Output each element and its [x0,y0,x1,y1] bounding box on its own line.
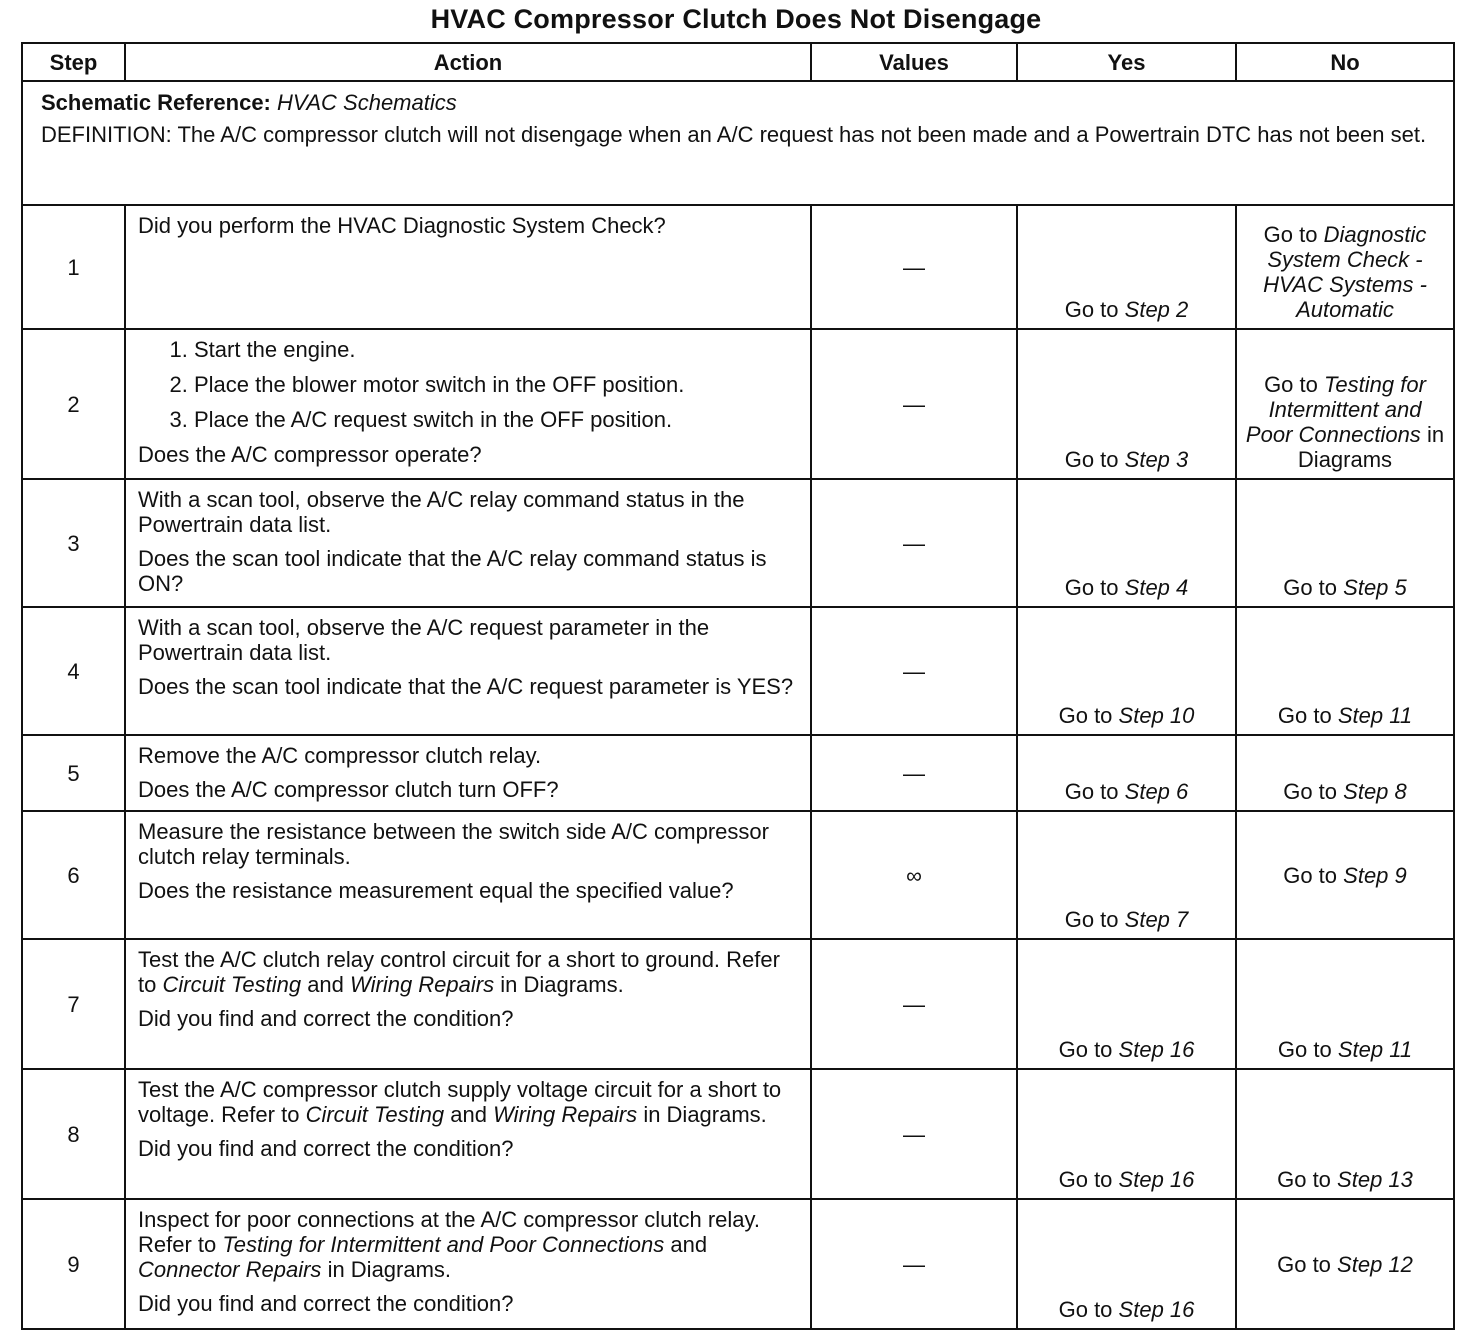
table-row [22,939,1454,1069]
goto-text: Go to [1277,703,1332,728]
no-cell [1236,811,1454,939]
yes-cell [1017,205,1236,329]
value-cell: — [811,479,1017,607]
header-yes: Yes [1017,43,1236,81]
list-item: 1. Start the engine. [194,337,800,362]
yes-cell [1017,735,1236,811]
table-row [22,329,1454,479]
action-lead: Test the A/C compressor clutch supply voltage circuit for a short to voltage. Refer to [138,1077,782,1127]
step-number: 1 [22,205,125,329]
goto-text: Go to [1064,297,1119,322]
no-cell [1236,1069,1454,1199]
goto-text: Go to [1283,779,1338,804]
action-tail: in Diagrams. [327,1257,452,1282]
yes-link[interactable]: Step 16 [1118,1297,1195,1322]
yes-link[interactable]: Step 2 [1124,297,1189,322]
action-cell [125,735,811,811]
yes-link[interactable]: Step 6 [1124,779,1189,804]
and-text: and [670,1232,708,1257]
value-cell: — [811,329,1017,479]
step-number: 7 [22,939,125,1069]
action-text: With a scan tool, observe the A/C request parameter in the Powertrain data list. [138,615,710,665]
page-title: HVAC Compressor Clutch Does Not Disengage [430,4,1042,34]
step-number: 6 [22,811,125,939]
step-number: 3 [22,479,125,607]
goto-text: Go to [1263,222,1318,247]
ref-link[interactable]: Testing for Intermittent and Poor Connections [222,1232,665,1257]
step-number: 2 [22,329,125,479]
yes-link[interactable]: Step 3 [1124,447,1189,472]
action-text [138,1077,800,1127]
no-link[interactable]: Step 8 [1343,779,1407,804]
header-row [22,43,1454,81]
intro-row [22,81,1454,205]
value-cell: ∞ [811,811,1017,939]
action-cell [125,205,811,329]
table-row [22,1199,1454,1329]
ref-link[interactable]: Wiring Repairs [493,1102,638,1127]
action-text: Measure the resistance between the switch side A/C compressor clutch relay terminals. [138,819,769,869]
action-text [138,1207,800,1282]
no-link[interactable]: Step 9 [1343,862,1407,888]
table-row [22,735,1454,811]
goto-text: Go to [1277,1167,1331,1192]
list-item: 2. Place the blower motor switch in the OFF position. [194,372,800,397]
no-cell [1236,329,1454,479]
action-lead: Test the A/C clutch relay control circuit for a short to ground. Refer to [138,947,780,997]
schematic-label: Schematic Reference: [41,90,271,115]
value-cell: — [811,205,1017,329]
action-question: Does the A/C compressor operate? [138,442,482,467]
no-link[interactable]: Diagnostic System Check - HVAC Systems - Automatic [1263,222,1427,322]
no-cell [1236,607,1454,735]
yes-link[interactable]: Step 4 [1124,575,1189,600]
action-lead: Inspect for poor connections at the A/C compressor clutch relay. Refer to [138,1207,761,1257]
goto-text: Go to [1283,862,1338,888]
action-question: Does the scan tool indicate that the A/C relay command status is ON? [138,546,767,596]
header-values: Values [811,43,1017,81]
in-text: in [1426,422,1445,447]
diagnostic-table [21,42,1455,1330]
no-cell [1236,479,1454,607]
table-row [22,1069,1454,1199]
action-text: Did you perform the HVAC Diagnostic System Check? [138,213,666,238]
yes-cell [1017,479,1236,607]
action-cell [125,939,811,1069]
yes-link[interactable]: Step 16 [1118,1167,1195,1192]
no-cell [1236,1199,1454,1329]
action-question: Did you find and correct the condition? [138,1136,514,1161]
yes-link[interactable]: Step 7 [1124,907,1189,932]
and-text: and [450,1102,487,1127]
action-question: Does the resistance measurement equal the specified value? [138,878,734,903]
action-question: Does the scan tool indicate that the A/C request parameter is YES? [138,674,794,699]
goto-text: Go to [1064,779,1119,804]
schematic-ref-link[interactable]: HVAC Schematics [277,90,457,115]
goto-text: Go to [1058,1297,1113,1322]
goto-text: Go to [1277,1251,1331,1277]
goto-text: Go to [1058,703,1113,728]
value-cell: — [811,1069,1017,1199]
table-row [22,811,1454,939]
action-question: Does the A/C compressor clutch turn OFF? [138,777,559,802]
no-link[interactable]: Testing for Intermittent and Poor Connections [1245,372,1426,447]
goto-text: Go to [1277,1037,1332,1062]
table-row [22,205,1454,329]
no-link[interactable]: Step 13 [1337,1167,1413,1192]
action-cell [125,607,811,735]
goto-text: Go to [1064,907,1119,932]
action-question: Did you find and correct the condition? [138,1006,514,1031]
action-list [138,337,800,432]
action-cell [125,811,811,939]
action-cell [125,1199,811,1329]
yes-cell [1017,329,1236,479]
action-cell [125,329,811,479]
action-text: Remove the A/C compressor clutch relay. [138,743,542,768]
goto-text: Go to [1264,372,1318,397]
no-link[interactable]: Step 5 [1343,575,1407,600]
value-cell: — [811,735,1017,811]
action-tail: in Diagrams. [500,972,624,997]
diagrams-text: Diagrams [1297,447,1393,472]
action-cell [125,479,811,607]
header-step: Step [22,43,125,81]
no-cell [1236,939,1454,1069]
ref-link[interactable]: Circuit Testing [162,972,302,997]
header-action: Action [125,43,811,81]
step-number: 8 [22,1069,125,1199]
value-cell: — [811,607,1017,735]
header-no: No [1236,43,1454,81]
goto-text: Go to [1064,447,1119,472]
yes-link[interactable]: Step 10 [1118,703,1195,728]
no-cell [1236,205,1454,329]
ref-link[interactable]: Connector Repairs [138,1257,322,1282]
definition-text: DEFINITION: The A/C compressor clutch will not disengage when an A/C request has not been made and a Powertrain DTC has not been set. [41,122,1427,147]
value-cell: — [811,939,1017,1069]
action-text [138,947,800,997]
table-row [22,607,1454,735]
goto-text: Go to [1283,575,1338,600]
goto-text: Go to [1058,1037,1113,1062]
action-tail: in Diagrams. [643,1102,767,1127]
no-link[interactable]: Step 11 [1337,703,1413,728]
action-question: Did you find and correct the condition? [138,1291,514,1316]
goto-text: Go to [1064,575,1119,600]
ref-link[interactable]: Circuit Testing [305,1102,445,1127]
step-number: 4 [22,607,125,735]
step-number: 9 [22,1199,125,1329]
and-text: and [307,972,344,997]
yes-cell [1017,939,1236,1069]
yes-cell [1017,1069,1236,1199]
no-cell [1236,735,1454,811]
list-item: 3. Place the A/C request switch in the OFF position. [194,407,800,432]
schematic-reference [41,90,1435,115]
value-cell: — [811,1199,1017,1329]
ref-link[interactable]: Wiring Repairs [350,972,495,997]
table-row [22,479,1454,607]
yes-cell [1017,811,1236,939]
intro-cell [22,81,1454,205]
no-link[interactable]: Step 12 [1337,1251,1413,1277]
action-cell [125,1069,811,1199]
yes-link[interactable]: Step 16 [1118,1037,1195,1062]
no-link[interactable]: Step 11 [1337,1037,1413,1062]
step-number: 5 [22,735,125,811]
action-text: With a scan tool, observe the A/C relay command status in the Powertrain data list. [138,487,745,537]
yes-cell [1017,607,1236,735]
yes-cell [1017,1199,1236,1329]
goto-text: Go to [1058,1167,1113,1192]
